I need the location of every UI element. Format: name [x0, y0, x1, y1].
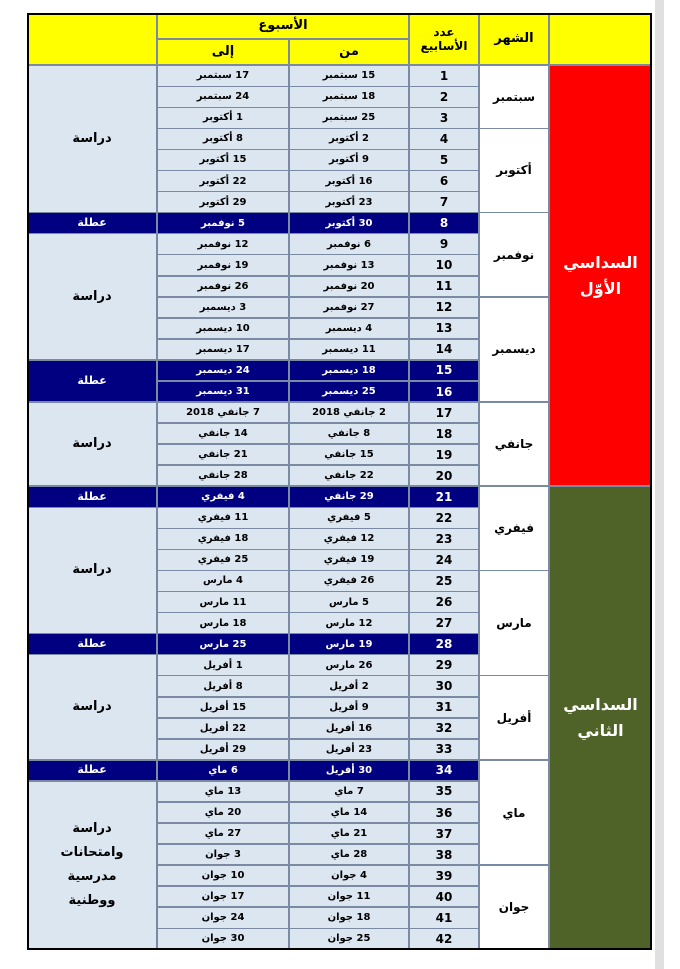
- week-number: 29: [409, 654, 479, 676]
- week-to: 19 نوفمبر: [157, 254, 289, 276]
- week-number: 18: [409, 423, 479, 445]
- semester-1-cell: [549, 65, 652, 486]
- week-to: 25 مارس: [157, 633, 289, 655]
- week-to: 7 جانفي 2018: [157, 402, 289, 424]
- week-from: 18 ديسمبر: [289, 360, 409, 382]
- week-from: 19 فيفري: [289, 549, 409, 571]
- week-to: 24 جوان: [157, 907, 289, 929]
- week-to: 28 جانفي: [157, 465, 289, 487]
- study-label: دراسة: [27, 233, 157, 360]
- week-to: 29 أكتوبر: [157, 191, 289, 213]
- week-to: 24 سبتمبر: [157, 86, 289, 108]
- week-from: 22 جانفي: [289, 465, 409, 487]
- week-number: 15: [409, 360, 479, 382]
- week-from: 21 ماي: [289, 823, 409, 845]
- week-from: 11 جوان: [289, 886, 409, 908]
- header-semester: [549, 13, 652, 65]
- week-number: 33: [409, 739, 479, 761]
- week-from: 9 أكتوبر: [289, 149, 409, 171]
- week-number: 1: [409, 65, 479, 87]
- week-number: 34: [409, 760, 479, 782]
- month-cell: سبتمبر: [479, 65, 549, 129]
- week-from: 23 أفريل: [289, 739, 409, 761]
- month-cell: جوان: [479, 865, 549, 950]
- study-label: دراسة: [27, 654, 157, 760]
- week-number: 10: [409, 254, 479, 276]
- week-number: 6: [409, 170, 479, 192]
- week-from: 13 نوفمبر: [289, 254, 409, 276]
- week-from: 7 ماي: [289, 781, 409, 803]
- week-to: 21 جانفي: [157, 444, 289, 466]
- week-to: 11 مارس: [157, 591, 289, 613]
- week-number: 37: [409, 823, 479, 845]
- week-to: 3 ديسمبر: [157, 297, 289, 319]
- week-from: 30 أفريل: [289, 760, 409, 782]
- week-number: 41: [409, 907, 479, 929]
- week-number: 42: [409, 928, 479, 950]
- week-number: 32: [409, 718, 479, 740]
- week-from: 26 مارس: [289, 654, 409, 676]
- study-label: دراسة: [27, 507, 157, 634]
- academic-calendar-table: [27, 13, 652, 950]
- week-from: 6 نوفمبر: [289, 233, 409, 255]
- week-from: 12 مارس: [289, 612, 409, 634]
- week-number: 7: [409, 191, 479, 213]
- week-number: 26: [409, 591, 479, 613]
- header-to: إلى: [157, 39, 289, 65]
- study-label: دراسة: [27, 402, 157, 487]
- week-number: 30: [409, 675, 479, 697]
- semester-2-sub: الثاني: [577, 721, 624, 740]
- week-from: 2 جانفي 2018: [289, 402, 409, 424]
- week-from: 4 ديسمبر: [289, 318, 409, 340]
- week-to: 11 فيفري: [157, 507, 289, 529]
- study-label: دراسة وامتحانات مدرسية ووطنية: [27, 781, 157, 950]
- week-from: 16 أكتوبر: [289, 170, 409, 192]
- week-from: 5 مارس: [289, 591, 409, 613]
- header-week-count: عدد الأسابيع: [409, 13, 479, 65]
- week-number: 3: [409, 107, 479, 129]
- week-from: 25 جوان: [289, 928, 409, 950]
- week-number: 16: [409, 381, 479, 403]
- week-number: 4: [409, 128, 479, 150]
- week-from: 15 سبتمبر: [289, 65, 409, 87]
- week-from: 16 أفريل: [289, 718, 409, 740]
- week-from: 14 ماي: [289, 802, 409, 824]
- week-to: 6 ماي: [157, 760, 289, 782]
- week-to: 5 نوفمبر: [157, 212, 289, 234]
- holiday-label: عطلة: [27, 212, 157, 234]
- week-to: 4 مارس: [157, 570, 289, 592]
- week-number: 36: [409, 802, 479, 824]
- week-from: 12 فيفري: [289, 528, 409, 550]
- week-to: 1 أكتوبر: [157, 107, 289, 129]
- semester-2-cell: [549, 486, 652, 950]
- week-number: 13: [409, 318, 479, 340]
- week-number: 28: [409, 633, 479, 655]
- month-cell: أفريل: [479, 675, 549, 760]
- week-to: 25 فيفري: [157, 549, 289, 571]
- semester-1-sub: الأوّل: [579, 278, 622, 298]
- week-from: 25 سبتمبر: [289, 107, 409, 129]
- week-from: 27 نوفمبر: [289, 297, 409, 319]
- week-to: 1 أفريل: [157, 654, 289, 676]
- week-to: 15 أفريل: [157, 697, 289, 719]
- week-to: 18 مارس: [157, 612, 289, 634]
- week-to: 18 فيفري: [157, 528, 289, 550]
- month-cell: فيفري: [479, 486, 549, 571]
- week-from: 29 جانفي: [289, 486, 409, 508]
- week-to: 27 ماي: [157, 823, 289, 845]
- week-number: 25: [409, 570, 479, 592]
- week-from: 4 جوان: [289, 865, 409, 887]
- week-number: 20: [409, 465, 479, 487]
- week-number: 21: [409, 486, 479, 508]
- study-label: دراسة: [27, 65, 157, 213]
- week-to: 14 جانفي: [157, 423, 289, 445]
- header-corner: [27, 13, 157, 65]
- week-to: 20 ماي: [157, 802, 289, 824]
- week-from: 19 مارس: [289, 633, 409, 655]
- week-from: 30 أكتوبر: [289, 212, 409, 234]
- week-number: 39: [409, 865, 479, 887]
- week-to: 22 أكتوبر: [157, 170, 289, 192]
- week-to: 31 ديسمبر: [157, 381, 289, 403]
- week-from: 20 نوفمبر: [289, 276, 409, 298]
- week-number: 12: [409, 297, 479, 319]
- month-cell: نوفمبر: [479, 212, 549, 297]
- month-cell: جانفي: [479, 402, 549, 487]
- week-number: 2: [409, 86, 479, 108]
- week-from: 23 أكتوبر: [289, 191, 409, 213]
- week-from: 28 ماي: [289, 844, 409, 866]
- week-to: 3 جوان: [157, 844, 289, 866]
- week-to: 17 ديسمبر: [157, 339, 289, 361]
- week-from: 9 أفريل: [289, 697, 409, 719]
- week-to: 22 أفريل: [157, 718, 289, 740]
- holiday-label: عطلة: [27, 760, 157, 782]
- week-number: 24: [409, 549, 479, 571]
- week-to: 17 سبتمبر: [157, 65, 289, 87]
- week-number: 35: [409, 781, 479, 803]
- week-number: 19: [409, 444, 479, 466]
- week-number: 8: [409, 212, 479, 234]
- week-from: 18 سبتمبر: [289, 86, 409, 108]
- week-from: 2 أفريل: [289, 675, 409, 697]
- week-number: 17: [409, 402, 479, 424]
- holiday-label: عطلة: [27, 633, 157, 655]
- week-from: 2 أكتوبر: [289, 128, 409, 150]
- month-cell: مارس: [479, 570, 549, 676]
- week-number: 5: [409, 149, 479, 171]
- week-number: 9: [409, 233, 479, 255]
- holiday-label: عطلة: [27, 360, 157, 403]
- week-number: 40: [409, 886, 479, 908]
- week-number: 38: [409, 844, 479, 866]
- week-number: 31: [409, 697, 479, 719]
- header-month: الشهر: [479, 13, 549, 65]
- week-number: 22: [409, 507, 479, 529]
- page-edge-bar: [655, 0, 664, 969]
- week-from: 25 ديسمبر: [289, 381, 409, 403]
- week-to: 13 ماي: [157, 781, 289, 803]
- holiday-label: عطلة: [27, 486, 157, 508]
- week-to: 10 جوان: [157, 865, 289, 887]
- week-number: 23: [409, 528, 479, 550]
- week-from: 15 جانفي: [289, 444, 409, 466]
- semester-1-name: السداسي: [563, 252, 638, 272]
- month-cell: ديسمبر: [479, 297, 549, 403]
- week-from: 5 فيفري: [289, 507, 409, 529]
- week-from: 8 جانفي: [289, 423, 409, 445]
- week-to: 4 فيفري: [157, 486, 289, 508]
- week-from: 18 جوان: [289, 907, 409, 929]
- week-to: 12 نوفمبر: [157, 233, 289, 255]
- week-to: 26 نوفمبر: [157, 276, 289, 298]
- header-from: من: [289, 39, 409, 65]
- month-cell: ماي: [479, 760, 549, 866]
- week-to: 10 ديسمبر: [157, 318, 289, 340]
- month-cell: أكتوبر: [479, 128, 549, 213]
- header-week: الأسبوع: [157, 13, 409, 39]
- week-from: 11 ديسمبر: [289, 339, 409, 361]
- week-number: 14: [409, 339, 479, 361]
- week-number: 27: [409, 612, 479, 634]
- week-to: 30 جوان: [157, 928, 289, 950]
- week-to: 8 أكتوبر: [157, 128, 289, 150]
- week-to: 8 أفريل: [157, 675, 289, 697]
- week-number: 11: [409, 276, 479, 298]
- week-to: 17 جوان: [157, 886, 289, 908]
- week-to: 15 أكتوبر: [157, 149, 289, 171]
- week-to: 24 ديسمبر: [157, 360, 289, 382]
- semester-2-name: السداسي: [563, 695, 638, 714]
- week-to: 29 أفريل: [157, 739, 289, 761]
- week-from: 26 فيفري: [289, 570, 409, 592]
